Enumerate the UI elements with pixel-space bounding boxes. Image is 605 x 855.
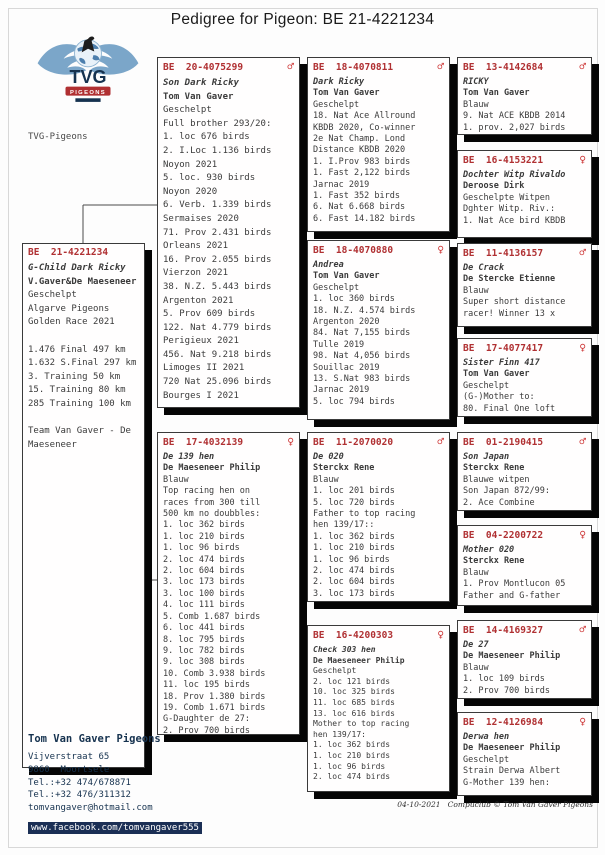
result-line: 1. Prov Montlucon 05	[463, 579, 566, 590]
ring-number-text: BE 16-4153221	[463, 155, 544, 166]
result-line: Blauw	[313, 474, 339, 485]
result-line: 1. Nat Ace bird KBDB	[463, 215, 566, 226]
fancier-name: Tom Van Gaver	[313, 271, 380, 282]
result-line: Geschelpt	[163, 105, 212, 116]
result-line: 500 km no doubbles:	[163, 509, 261, 520]
fancier-name: Tom Van Gaver	[313, 88, 380, 99]
pedigree-box-subject	[22, 243, 145, 768]
fancier-name: Sterckx Rene	[313, 463, 375, 474]
result-line: 1. loc 96 birds	[313, 761, 386, 771]
result-line: 122. Nat 4.779 birds	[163, 322, 272, 333]
male-icon: ♂	[579, 60, 586, 73]
result-line: 1. Fast 352 birds	[313, 191, 400, 202]
pedigree-box-ggm3	[457, 525, 592, 606]
result-line: Blauw	[463, 662, 489, 673]
result-line: 1. loc 362 birds	[313, 740, 391, 750]
pigeon-name: G-Child Dark Ricky	[28, 263, 126, 273]
result-line: 1. Fast 2,122 birds	[313, 168, 411, 179]
result-line: 5. loc. 930 birds	[163, 173, 256, 184]
pigeon-name: Andrea	[313, 260, 344, 270]
result-line: 71. Prov 2.431 birds	[163, 227, 272, 238]
ring-number-text: BE 17-4032139	[163, 437, 244, 448]
ring-number	[463, 435, 586, 450]
ring-number-text: BE 12-4126984	[463, 717, 544, 728]
ring-number-text: BE 14-4169327	[463, 625, 544, 636]
result-line: 2. loc 604 birds	[313, 577, 395, 588]
result-line: 285 Training 100 km	[28, 398, 131, 409]
female-icon: ♀	[287, 435, 294, 448]
male-icon: ♂	[437, 435, 444, 448]
result-line: 4. loc 111 birds	[163, 600, 245, 611]
pedigree-box-dam	[157, 432, 300, 735]
female-icon: ♀	[579, 153, 586, 166]
female-icon: ♀	[579, 528, 586, 541]
result-line: 3. Training 50 km	[28, 371, 121, 382]
ring-number	[463, 60, 586, 75]
contact-name: Tom Van Gaver Pigeons	[28, 733, 161, 745]
result-line: Geschelpt	[313, 282, 360, 293]
result-line: Perigieux 2021	[163, 336, 239, 347]
result-line: G-Daughter de 27:	[163, 714, 250, 725]
result-line: 18. N.Z. 4.574 birds	[313, 305, 416, 316]
result-line: 10. loc 325 birds	[313, 687, 395, 697]
pigeon-name: Derwa hen	[463, 732, 510, 742]
result-line: 84. Nat 7,155 birds	[313, 328, 411, 339]
result-line: Mother to top racing	[313, 719, 410, 729]
fancier-name: De Maeseneer Philip	[463, 651, 561, 662]
pedigree-box-ggf3	[457, 432, 592, 511]
result-line: 15. Training 80 km	[28, 385, 126, 396]
result-line: 1. I.Prov 983 birds	[313, 156, 411, 167]
result-line: Sermaises 2020	[163, 213, 239, 224]
ring-number-text: BE 04-2200722	[463, 530, 544, 541]
result-line: Blauw	[463, 99, 489, 110]
result-line: 6. Verb. 1.339 birds	[163, 200, 272, 211]
pedigree-box-mgf	[307, 432, 450, 602]
result-line: 1. loc 676 birds	[163, 132, 250, 143]
footer-note: 04-10-2021 Compuclub © Tom Van Gaver Pigeons	[397, 800, 593, 809]
pedigree-box-pgm	[307, 240, 450, 420]
result-line: 1. prov. 2,027 birds	[463, 122, 566, 133]
result-line: 3. loc 100 birds	[163, 588, 245, 599]
male-icon: ♂	[579, 435, 586, 448]
result-line: (G-)Mother to:	[463, 392, 535, 403]
result-line: Algarve Pigeons	[28, 303, 110, 314]
result-line: 5. loc 720 birds	[313, 497, 395, 508]
result-line: 3. loc 173 birds	[313, 588, 395, 599]
result-line: Super short distance	[463, 297, 566, 308]
result-line: Blauw	[163, 474, 189, 485]
pigeon-name: Check 303 hen	[313, 645, 376, 654]
result-line: Dghter Witp. Riv.:	[463, 204, 556, 215]
result-line: Full brother 293/20:	[163, 118, 272, 129]
ring-number-text: BE 21-4221234	[28, 247, 109, 258]
logo-pigeons-text: PIGEONS	[69, 89, 107, 96]
female-icon: ♀	[579, 341, 586, 354]
result-line: 1. loc 362 birds	[313, 531, 395, 542]
result-line: Blauw	[463, 567, 489, 578]
pigeon-name: Dochter Witp Rivaldo	[463, 170, 566, 180]
ring-number	[313, 628, 444, 643]
result-line: Noyon 2020	[163, 186, 218, 197]
ring-number	[463, 623, 586, 638]
result-line: Blauwe witpen	[463, 474, 530, 485]
ring-number	[463, 528, 586, 543]
result-line: 2. loc 474 birds	[163, 554, 245, 565]
result-line: 16. Prov 2.055 birds	[163, 254, 272, 265]
result-line: Bourges I 2021	[163, 390, 239, 401]
result-line: Noyon 2021	[163, 159, 218, 170]
result-line: 2. I.Loc 1.136 birds	[163, 145, 272, 156]
result-line: Vierzon 2021	[163, 268, 229, 279]
result-line: Son Japan 872/99:	[463, 486, 550, 497]
pigeon-name: Dark Ricky	[313, 77, 365, 87]
pigeon-name: Mother 020	[463, 545, 515, 555]
pedigree-box-ggf2	[457, 243, 592, 327]
result-line: Argenton 2021	[163, 295, 234, 306]
pedigree-box-sire	[157, 57, 300, 408]
result-line: Geschelpt	[463, 754, 510, 765]
fancier-name: Deroose Dirk	[463, 181, 525, 192]
result-line: 2. loc 604 birds	[163, 566, 245, 577]
male-icon: ♂	[579, 246, 586, 259]
result-line: 10. Comb 3.938 birds	[163, 668, 266, 679]
fancier-name: De Maeseneer Philip	[463, 743, 561, 754]
result-line: 1. loc 210 birds	[163, 531, 245, 542]
result-line: Geschelpt	[313, 99, 360, 110]
ring-number	[463, 246, 586, 261]
result-line: 80. Final One loft	[463, 403, 556, 414]
contact-line: tomvangaver@hotmail.com	[28, 803, 153, 814]
pedigree-box-ggm1	[457, 150, 592, 238]
result-line: Jarnac 2019	[313, 385, 370, 396]
result-line: Geschelpt	[313, 666, 357, 676]
result-line: racer! Winner 13 x	[463, 308, 556, 319]
result-line: Father and G-father	[463, 590, 561, 601]
fancier-name: V.Gaver&De Maeseneer	[28, 276, 137, 287]
male-icon: ♂	[287, 60, 294, 73]
ring-number-text: BE 18-4070880	[313, 245, 394, 256]
result-line: Top racing hen on	[163, 486, 250, 497]
result-line: 5. loc 794 birds	[313, 396, 395, 407]
result-line: 1.476 Final 497 km	[28, 344, 126, 355]
result-line: 2. Prov 700 birds	[463, 685, 550, 696]
ring-number-text: BE 16-4200303	[313, 630, 394, 641]
result-line: 9. Nat ACE KBDB 2014	[463, 111, 566, 122]
result-line: Geschelpt	[28, 290, 77, 301]
pigeon-name: De Crack	[463, 263, 504, 273]
pedigree-box-ggf4	[457, 620, 592, 699]
result-line: 2. Prov 700 birds	[163, 725, 250, 735]
result-line: Geschelpte Witpen	[463, 192, 550, 203]
ring-number-text: BE 17-4077417	[463, 343, 544, 354]
result-line: 18. Prov 1.380 birds	[163, 691, 266, 702]
result-line: 6. Nat 6.668 birds	[313, 202, 406, 213]
result-line: 13. loc 616 birds	[313, 708, 395, 718]
result-line: Souillac 2019	[313, 362, 380, 373]
contact-line: 9860 Moortsele	[28, 764, 110, 775]
result-line: 1. loc 210 birds	[313, 750, 391, 760]
fancier-name: Sterckx Rene	[463, 463, 525, 474]
result-line: 98. Nat 4,056 birds	[313, 351, 411, 362]
result-line: 13. S.Nat 983 birds	[313, 374, 411, 385]
pedigree-box-ggm2	[457, 338, 592, 417]
result-line: Orleans 2021	[163, 241, 229, 252]
fancier-name: De Stercke Etienne	[463, 274, 556, 285]
result-line: hen 139/17::	[313, 520, 375, 531]
ring-number	[463, 715, 586, 730]
result-line: 9. loc 782 birds	[163, 645, 245, 656]
result-line: Team Van Gaver - De	[28, 426, 131, 437]
ring-number-text: BE 11-4136157	[463, 248, 544, 259]
logo-tvg-text: TVG	[69, 67, 107, 87]
fancier-name: Tom Van Gaver	[463, 369, 530, 380]
result-line: 6. Fast 14.182 birds	[313, 213, 416, 224]
facebook-link: www.facebook.com/tomvangaver555	[28, 822, 202, 834]
ring-number	[163, 60, 294, 75]
female-icon: ♀	[437, 243, 444, 256]
pedigree-box-mgm	[307, 625, 450, 792]
ring-number	[463, 153, 586, 168]
result-line: 6. loc 441 birds	[163, 623, 245, 634]
fancier-name: De Maeseneer Philip	[313, 655, 405, 665]
result-line: Geschelpt	[463, 380, 510, 391]
result-line: 1. loc 96 birds	[163, 543, 240, 554]
result-line: races from 300 till	[163, 497, 261, 508]
result-line: Argenton 2020	[313, 317, 380, 328]
result-line: 2. loc 474 birds	[313, 566, 395, 577]
result-line: 1.632 S.Final 297 km	[28, 358, 137, 369]
contact-lines	[28, 751, 202, 815]
result-line: 3. loc 173 birds	[163, 577, 245, 588]
result-line: 5. Comb 1.687 birds	[163, 611, 261, 622]
ring-number-text: BE 20-4075299	[163, 62, 244, 73]
result-line: 2. loc 121 birds	[313, 676, 391, 686]
result-line: 11. loc 195 birds	[163, 680, 250, 691]
pigeon-name: Son Japan	[463, 452, 510, 462]
contact-line: Tel.:+32 474/678871	[28, 777, 131, 788]
result-line: 456. Nat 9.218 birds	[163, 349, 272, 360]
result-line: 19. Comb 1.671 birds	[163, 702, 266, 713]
result-line: Golden Race 2021	[28, 317, 115, 328]
result-line: 1. loc 362 birds	[163, 520, 245, 531]
result-line: KBDB 2020, Co-winner	[313, 122, 416, 133]
result-line: 2e Nat Champ. Lond	[313, 134, 406, 145]
ring-number	[313, 243, 444, 258]
ring-number-text: BE 18-4070811	[313, 62, 394, 73]
fancier-name: Sterckx Rene	[463, 556, 525, 567]
ring-number-text: BE 13-4142684	[463, 62, 544, 73]
fancier-name: De Maeseneer Philip	[163, 463, 261, 474]
ring-number-text: BE 01-2190415	[463, 437, 544, 448]
result-line: 1. loc 201 birds	[313, 486, 395, 497]
result-line: Jarnac 2019	[313, 179, 370, 190]
contact-block	[28, 733, 202, 834]
result-line: 11. loc 685 birds	[313, 697, 395, 707]
result-line: 9. loc 308 birds	[163, 657, 245, 668]
ring-number-text: BE 11-2070020	[313, 437, 394, 448]
male-icon: ♂	[579, 623, 586, 636]
pedigree-box-ggf1	[457, 57, 592, 135]
ring-number	[313, 60, 444, 75]
result-line: hen 139/17:	[313, 729, 366, 739]
result-line: Blauw	[463, 285, 489, 296]
result-line: 8. loc 795 birds	[163, 634, 245, 645]
fancier-name: Tom Van Gaver	[463, 88, 530, 99]
result-line: Limoges II 2021	[163, 363, 245, 374]
pigeon-name: Sister Finn 417	[463, 358, 540, 368]
pigeon-name: De 27	[463, 640, 489, 650]
result-line: 38. N.Z. 5.443 birds	[163, 281, 272, 292]
pigeon-name: De 020	[313, 452, 344, 462]
result-line: Tulle 2019	[313, 339, 365, 350]
result-line: 1. loc 109 birds	[463, 674, 545, 685]
result-line	[28, 412, 139, 426]
page-title: Pedigree for Pigeon: BE 21-4221234	[170, 11, 435, 28]
female-icon: ♀	[437, 628, 444, 641]
male-icon: ♂	[437, 60, 444, 73]
pigeon-name: RICKY	[463, 77, 489, 87]
result-line: Strain Derwa Albert	[463, 766, 561, 777]
fancier-name: Tom Van Gaver	[163, 91, 234, 102]
result-line: 2. Ace Combine	[463, 497, 535, 508]
logo-label: TVG-Pigeons	[28, 132, 88, 142]
pigeon-name: Son Dark Ricky	[163, 78, 239, 88]
result-line: 1. loc 360 birds	[313, 294, 395, 305]
ring-number	[163, 435, 294, 450]
contact-line: Tel.:+32 476/311312	[28, 790, 131, 801]
ring-number	[313, 435, 444, 450]
result-line: 2. loc 474 birds	[313, 772, 391, 782]
result-line: 720 Nat 25.096 birds	[163, 377, 272, 388]
result-line	[28, 330, 139, 344]
contact-line: Vijverstraat 65	[28, 752, 110, 762]
result-line: 18. Nat Ace Allround	[313, 111, 416, 122]
pigeon-name: De 139 hen	[163, 452, 215, 462]
result-line: Distance KBDB 2020	[313, 145, 406, 156]
result-line: 1. loc 210 birds	[313, 543, 395, 554]
ring-number	[28, 246, 139, 260]
result-line: Maeseneer	[28, 439, 77, 450]
result-line: Father to top racing	[313, 509, 416, 520]
result-line: 1. loc 96 birds	[313, 554, 390, 565]
result-line: G-Mother 139 hen:	[463, 777, 550, 788]
result-line: 5. Prov 609 birds	[163, 309, 256, 320]
female-icon: ♀	[579, 715, 586, 728]
pedigree-box-ggm4	[457, 712, 592, 796]
ring-number	[463, 341, 586, 356]
pedigree-box-pgf	[307, 57, 450, 232]
